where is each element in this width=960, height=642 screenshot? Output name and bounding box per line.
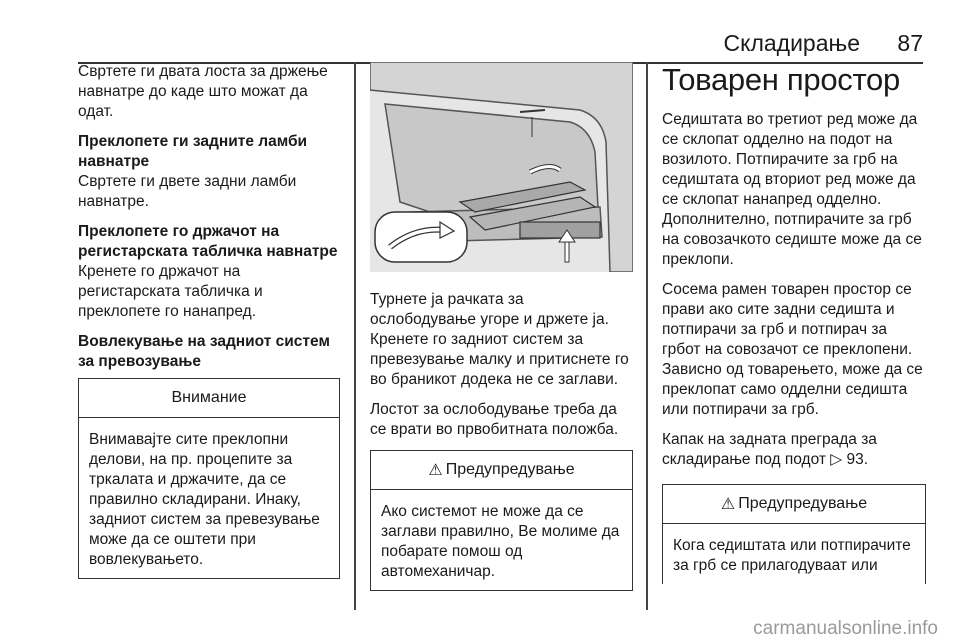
subheading-retract-carrier: Вовлекување на задниот систем за превозување	[78, 333, 330, 370]
paragraph-with-ref	[662, 430, 926, 470]
notice-text: Внимавајте сите преклопни делови, на пр. процепите за тркалата и држачите, да се правилно складирани. Инаку, задниот систем за превезување може да се оштети при вовлекувањето.	[89, 431, 320, 568]
page-header	[0, 18, 960, 54]
column-2	[370, 62, 633, 591]
paragraph: Седиштата во третиот ред може да се склопат одделно на подот на возилото. Потпирачите за грб на седиштата од вториот ред може да се склопат нанапред одделно. Дополнително, потпирачите за грб на совозачкото седиште може да се преклопи.	[662, 111, 922, 268]
page-number: 87	[897, 30, 923, 56]
column-1	[78, 62, 340, 579]
carrier-illustration	[370, 62, 633, 272]
column-3	[662, 62, 926, 584]
warning-title: Предупредување	[445, 461, 575, 478]
section-heading: Товарен простор	[662, 62, 900, 97]
paragraph: Турнете ја рачката за ослободување угоре и држете ја. Кренете го задниот систем за превезување малку и притиснете го во браникот додека не се заглави.	[370, 291, 629, 388]
warning-icon: ⚠	[720, 496, 736, 513]
notice-title: Внимание	[79, 379, 339, 418]
warning-title-row	[371, 451, 632, 490]
watermark: carmanualsonline.info	[753, 618, 938, 639]
column-divider-2	[646, 62, 648, 610]
warning-text: Кога седиштата или потпирачите за грб се прилагодуваат или	[673, 537, 911, 574]
warning-icon: ⚠	[428, 462, 443, 479]
column-divider-1	[354, 62, 356, 610]
paragraph: Свртете ги двете задни ламби навнатре.	[78, 173, 297, 210]
paragraph: Кренете го држачот на регистарската табличка и преклопете го нанапред.	[78, 263, 263, 320]
notice-box	[78, 378, 340, 579]
subheading-fold-lamps: Преклопете ги задните ламби навнатре	[78, 133, 308, 170]
paragraph: Лостот за ослободување треба да се врати во првобитната положба.	[370, 401, 619, 438]
warning-title-row	[663, 485, 925, 524]
page-ref-link[interactable]: 93.	[846, 451, 869, 468]
warning-box	[662, 484, 926, 584]
section-title: Складирање	[723, 30, 860, 56]
carrier-illustration-svg	[370, 62, 633, 272]
paragraph: Сосема рамен товарен простор се прави ако сите задни седишта и потпирачи за грб и потпирач за грбот на совозачот се преклопени. Зависно од товарењето, може да се преклопат само одделни седишта или потпирачи за грб.	[662, 281, 923, 418]
warning-box	[370, 450, 633, 591]
warning-title: Предупредување	[738, 495, 868, 512]
page-ref-arrow-icon: ▷	[830, 451, 843, 468]
ref-text: Капак на задната преграда за складирање под подот	[662, 431, 877, 468]
warning-text: Ако системот не може да се заглави правилно, Ве молиме да побарате помош од автомеханичар.	[381, 503, 620, 580]
subheading-plate-holder: Преклопете го држачот на регистарската табличка навнатре	[78, 223, 338, 260]
paragraph: Свртете ги двата лоста за држење навнатре до каде што можат да одат.	[78, 63, 328, 120]
